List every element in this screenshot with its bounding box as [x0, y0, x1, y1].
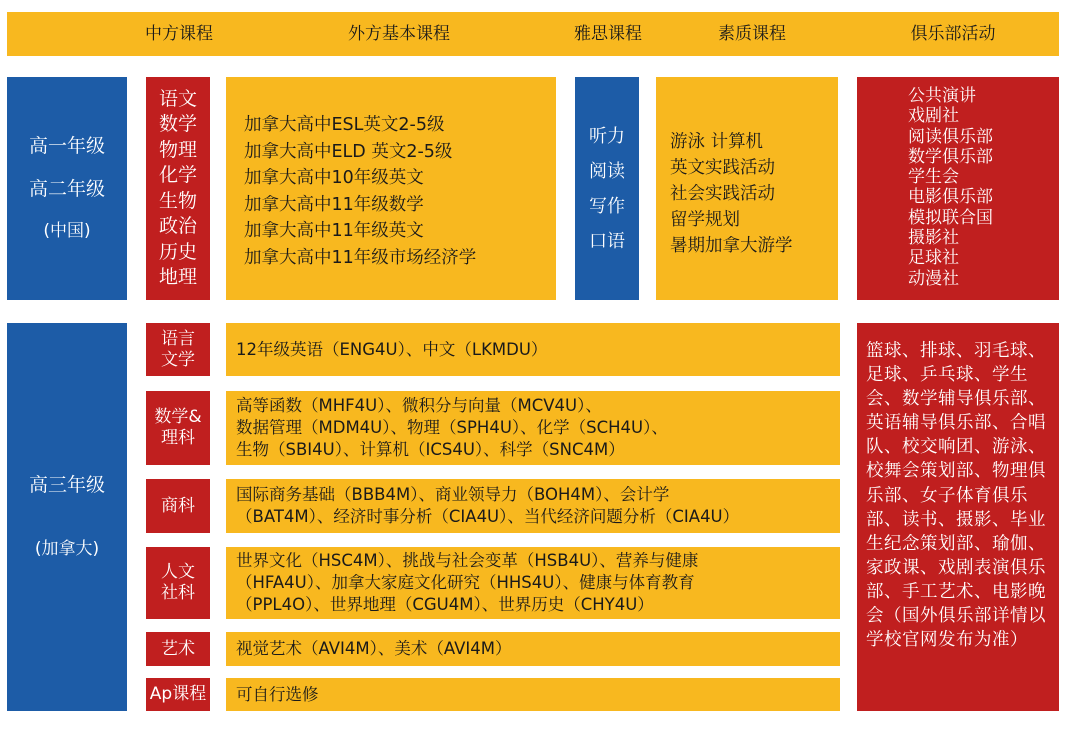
foreign-course-item: 加拿大高中11年级市场经济学: [244, 247, 477, 268]
quality-item: 暑期加拿大游学: [670, 236, 793, 256]
header-chinese-courses: 中方课程: [145, 24, 213, 44]
grade-12-box: [7, 323, 127, 711]
category-math-science: 数学& 理科: [146, 391, 210, 465]
subject-math: 数学: [158, 113, 197, 135]
club-item: 足球社: [908, 248, 959, 269]
subject-politics: 政治: [158, 215, 197, 237]
club-item: 阅读俱乐部: [908, 126, 993, 147]
subject-physics: 物理: [158, 138, 197, 161]
courses-ap: 可自行选修: [226, 678, 840, 711]
ielts-speaking: 口语: [589, 230, 625, 252]
courses-math-science: 高等函数（MHF4U）、微积分与向量（MCV4U）、 数据管理（MDM4U）、物理（SPH4U）、化学（SCH4U）、 生物（SBI4U）、计算机（ICS4U）、科学（SNC4M）: [226, 391, 840, 465]
grade-12-label: 高三年级: [28, 474, 105, 496]
category-language-literature: 语言 文学: [146, 323, 210, 376]
foreign-basic-courses-box: [226, 77, 556, 300]
ielts-listening: 听力: [589, 125, 625, 147]
subject-chinese: 语文: [158, 87, 197, 110]
grade-10-11-box: [7, 77, 127, 300]
quality-item: 英文实践活动: [670, 158, 775, 178]
club-item: 电影俱乐部: [908, 187, 993, 208]
club-item: 模拟联合国: [908, 207, 993, 228]
foreign-course-item: 加拿大高中ELD 英文2-5级: [244, 141, 453, 162]
club-item: 摄影社: [908, 228, 959, 249]
category-business: 商科: [146, 479, 210, 533]
grade-10-label: 高一年级: [28, 135, 105, 157]
club-item: 戏剧社: [908, 106, 959, 127]
category-humanities: 人文 社科: [146, 547, 210, 619]
ielts-writing: 写作: [589, 195, 625, 217]
subject-geography: 地理: [158, 266, 197, 288]
foreign-course-item: 加拿大高中ESL英文2-5级: [244, 115, 445, 135]
subject-chemistry: 化学: [158, 164, 197, 186]
country-canada-label: (加拿大): [34, 539, 100, 559]
courses-arts: 视觉艺术（AVI4M）、美术（AVI4M）: [226, 632, 840, 666]
club-item: 学生会: [908, 167, 959, 188]
club-item: 动漫社: [908, 268, 959, 289]
quality-courses-box: [656, 77, 838, 300]
country-china-label: (中国): [43, 221, 91, 241]
courses-language-literature: 12年级英语（ENG4U）、中文（LKMDU）: [226, 323, 840, 376]
foreign-course-item: 加拿大高中11年级英文: [244, 221, 424, 241]
header-bar: [7, 12, 1059, 56]
quality-item: 社会实践活动: [670, 184, 775, 204]
clubs-box-2: 篮球、排球、羽毛球、足球、乒乓球、学生会、数学辅导俱乐部、英语辅导俱乐部、合唱队、校交响团、游泳、校舞会策划部、物理俱乐部、女子体育俱乐部、读书、摄影、毕业生纪念策划部、瑜伽、家政课、戏剧表演俱乐部、手工艺术、电影晚会（国外俱乐部详情以学校官网发布为准）: [857, 323, 1059, 711]
grade-11-label: 高二年级: [28, 178, 105, 200]
header-quality-courses: 素质课程: [718, 24, 786, 44]
header-foreign-courses: 外方基本课程: [348, 24, 450, 44]
chinese-subjects-box: [146, 77, 210, 300]
ielts-reading: 阅读: [589, 160, 625, 182]
header-ielts-courses: 雅思课程: [574, 24, 642, 44]
courses-humanities: 世界文化（HSC4M）、挑战与社会变革（HSB4U）、营养与健康 （HFA4U）、加拿大家庭文化研究（HHS4U）、健康与体育教育 （PPL4O）、世界地理（CGU4M）、世界历史（CHY4U）: [226, 547, 840, 619]
quality-item: 游泳 计算机: [670, 132, 764, 152]
foreign-course-item: 加拿大高中10年级英文: [244, 168, 424, 188]
quality-item: 留学规划: [670, 210, 740, 230]
subject-biology: 生物: [158, 189, 197, 212]
club-item: 数学俱乐部: [908, 146, 993, 167]
club-item: 公共演讲: [908, 86, 976, 106]
category-ap: Ap课程: [146, 678, 210, 711]
category-arts: 艺术: [146, 632, 210, 666]
foreign-course-item: 加拿大高中11年级数学: [244, 194, 424, 215]
clubs-box-1: [857, 77, 1059, 300]
ielts-box: [575, 77, 639, 300]
subject-history: 历史: [158, 240, 197, 263]
courses-business: 国际商务基础（BBB4M）、商业领导力（BOH4M）、会计学 （BAT4M）、经济时事分析（CIA4U）、当代经济问题分析（CIA4U）: [226, 479, 840, 533]
header-club-activities: 俱乐部活动: [910, 24, 996, 44]
